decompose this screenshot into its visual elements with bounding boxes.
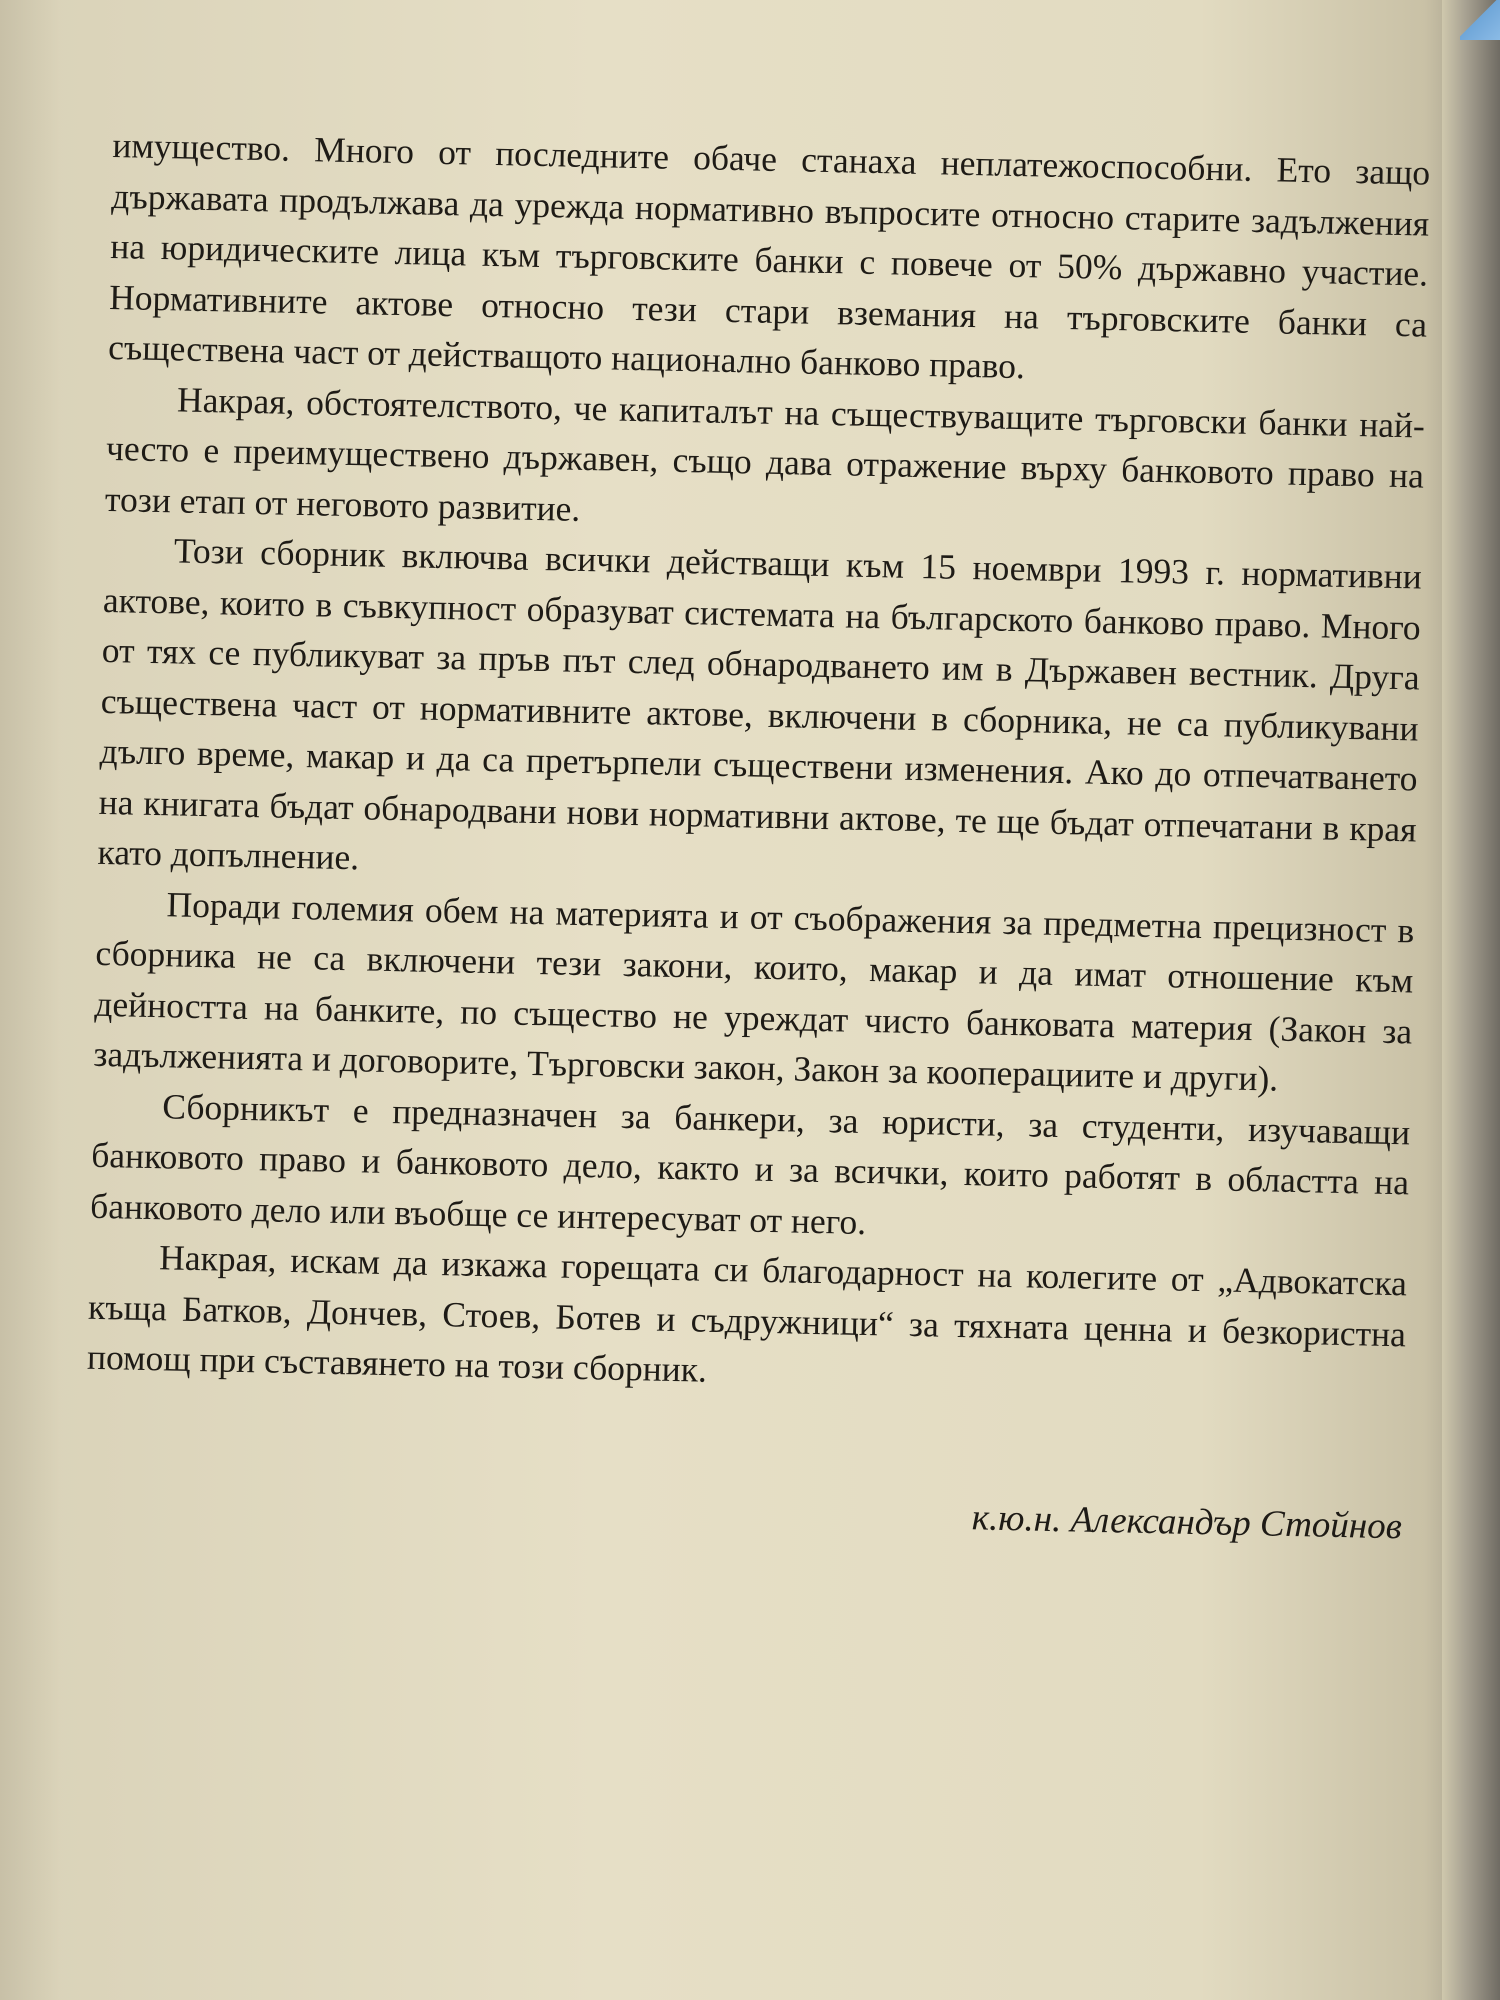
paragraph-6: Накрая, искам да изкажа горещата си благодарност на колегите от „Адвокатска къща Батков, Дончев, Стоев, Ботев и съдружници“ за тяхната ценна и безкористна помощ при съставянето на този сборник.: [86, 1237, 1408, 1390]
background-object: [1460, 0, 1500, 40]
paragraph-4: Поради големия обем на материята и от съображения за предметна прецизност в сборника не са включени тези закони, които, макар и да имат отношение към дейността на банките, по същество не уреждат чисто банковата материя (Закон за задълженията и договорите, Търговски закон, Закон за кооперациите и други).: [93, 883, 1415, 1099]
paragraph-3: Този сборник включва всички действащи към 15 ноември 1993 г. нормативни актове, които в съвкупност образуват системата на българското банково право. Много от тях се публикуват за пръв път след обнародването им в Държавен вестник. Друга съществена част от нормативните актове, включени в сборника, не са публикувани дълго време, макар и да са претърпели съществени изменения. Ако до отпечатването на книгата бъдат обнародвани нови нормативни актове, те ще бъдат отпечатани в края като допълнение.: [97, 530, 1423, 878]
book-spine-edge: [1442, 0, 1500, 2000]
paragraph-1: имущество. Много от последните обаче станаха неплатежоспособни. Ето защо държавата продължава да урежда нормативно въпросите относно старите задължения на юридическите лица към търговските банки с повече от 50% държавно участие. Нормативните актове относно тези стари вземания на търговските банки са съществена част от действащото национално банково право.: [107, 124, 1431, 387]
paragraph-5: Сборникът е предназначен за банкери, за юристи, за студенти, изучаващи банковото право и банковото дело, както и за всички, които работят в областта на банковото дело или въобще се интересуват от него.: [89, 1085, 1411, 1242]
page-text: [84, 120, 1431, 1552]
author-signature: к.ю.н. Александър Стойнов: [971, 1496, 1403, 1547]
page-shadow: [0, 0, 60, 2000]
paragraph-2: Накрая, обстоятелството, че капиталът на съществуващите търговски банки най-често е преимуществено държавен, също дава отражение върху банковото право на този етап от неговото развитие.: [104, 378, 1426, 529]
